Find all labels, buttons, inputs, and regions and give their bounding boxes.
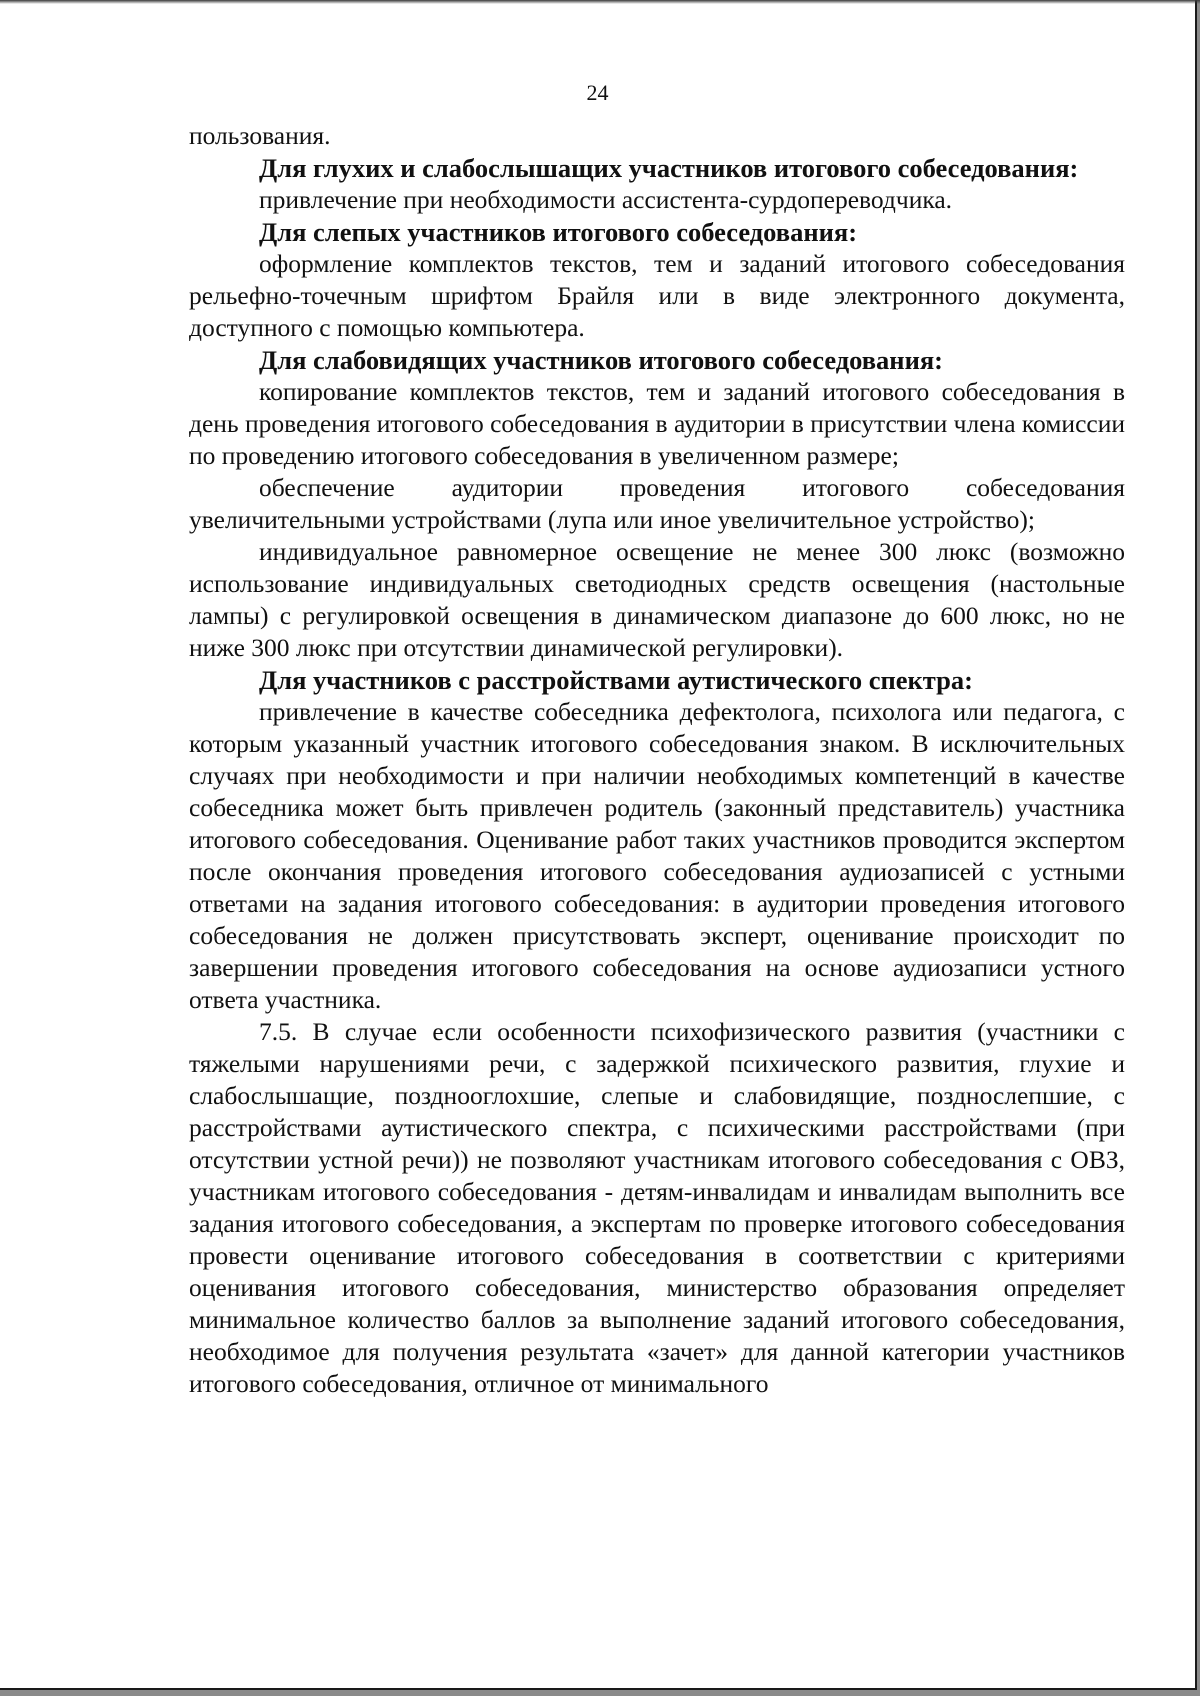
paragraph-braille-materials: оформление комплектов текстов, тем и заданий итогового собеседования рельефно-точечным шрифтом Брайля или в виде электронного документа, доступного с помощью компьютера. [189, 249, 1125, 342]
heading-autism-participants: Для участников с расстройствами аутистического спектра: [259, 665, 973, 695]
paragraph-enlarged-copies: копирование комплектов текстов, тем и заданий итогового собеседования в день проведения итогового собеседования в аудитории в присутствии члена комиссии по проведению итогового собеседования в увеличенном размере; [189, 377, 1125, 470]
heading-visually-impaired-participants: Для слабовидящих участников итогового собеседования: [259, 345, 944, 375]
scan-edge-shadow [0, 0, 1200, 4]
page-number: 24 [586, 80, 609, 105]
heading-deaf-participants: Для глухих и слабослышащих участников итогового собеседования: [259, 153, 1079, 183]
paragraph-continuation: пользования. [189, 121, 331, 150]
paragraph-lighting: индивидуальное равномерное освещение не менее 300 люкс (возможно использование индивидуальных светодиодных средств освещения (настольные лампы) с регулировкой освещения в динамическом диапазоне до 600 люкс, но не ниже 300 люкс при отсутствии динамической регулировки). [189, 537, 1125, 662]
document-body [189, 120, 1125, 1400]
heading-blind-participants: Для слепых участников итогового собеседования: [259, 217, 858, 247]
paragraph-interlocutor: привлечение в качестве собеседника дефектолога, психолога или педагога, с которым указанный участник итогового собеседования знаком. В исключительных случаях при необходимости и при наличии необходимых компетенций в качестве собеседника может быть привлечен родитель (законный представитель) участника итогового собеседования. Оценивание работ таких участников проводится экспертом после окончания проведения итогового собеседования аудиозаписей с устными ответами на задания итогового собеседования: в аудитории проведения итогового собеседования не должен присутствовать эксперт, оценивание происходит по завершении проведения итогового собеседования на основе аудиозаписи устного ответа участника. [189, 697, 1125, 1014]
paragraph-magnifiers: обеспечение аудитории проведения итогового собеседования увеличительными устройствами (лупа или иное увеличительное устройство); [189, 473, 1125, 534]
paragraph-sign-interpreter: привлечение при необходимости ассистента-сурдопереводчика. [259, 185, 953, 214]
paragraph-section-7-5: 7.5. В случае если особенности психофизического развития (участники с тяжелыми нарушениями речи, с задержкой психического развития, глухие и слабослышащие, позднооглохшие, слепые и слабовидящие, позднослепшие, с расстройствами аутистического спектра, с психическими расстройствами (при отсутствии устной речи)) не позволяют участникам итогового собеседования с ОВЗ, участникам итогового собеседования - детям-инвалидам и инвалидам выполнить все задания итогового собеседования, а экспертам по проверке итогового собеседования провести оценивание итогового собеседования в соответствии с критериями оценивания итогового собеседования, министерство образования определяет минимальное количество баллов за выполнение заданий итогового собеседования, необходимое для получения результата «зачет» для данной категории участников итогового собеседования, отличное от минимального [189, 1017, 1125, 1398]
